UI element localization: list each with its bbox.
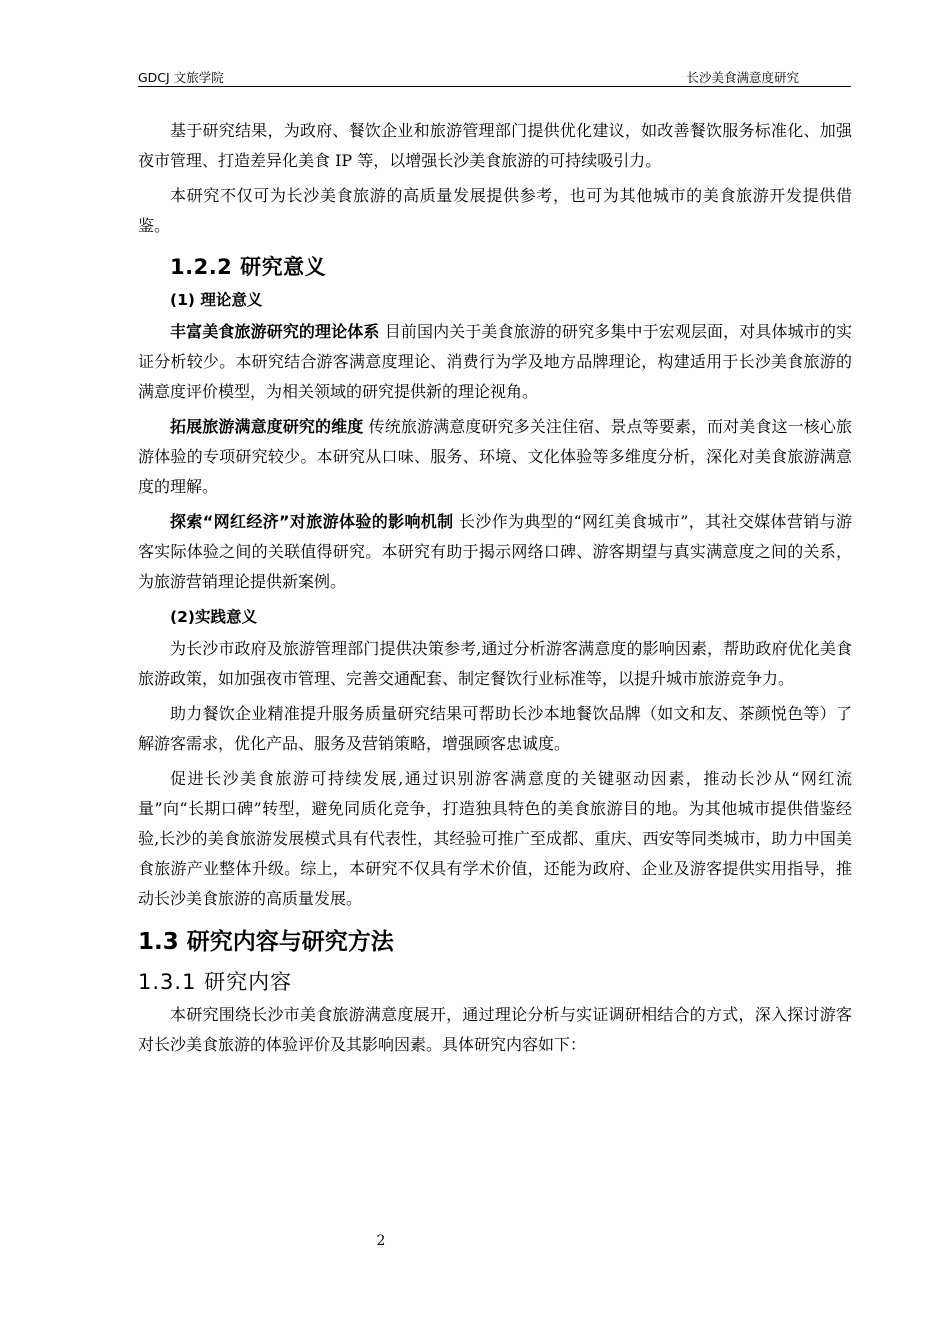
paragraph: 助力餐饮企业精准提升服务质量研究结果可帮助长沙本地餐饮品牌（如文和友、茶颜悦色等）了解游客需求，优化产品、服务及营销策略，增强顾客忠诚度。	[138, 704, 852, 753]
section-heading-1-3-1: 1.3.1 研究内容	[138, 970, 293, 994]
paragraph: 本研究围绕长沙市美食旅游满意度展开，通过理论分析与实证调研相结合的方式，深入探讨游客对长沙美食旅游的体验评价及其影响因素。具体研究内容如下：	[138, 1005, 852, 1054]
paragraph: 本研究不仅可为长沙美食旅游的高质量发展提供参考，也可为其他城市的美食旅游开发提供借鉴。	[138, 186, 852, 235]
lead-text: 拓展旅游满意度研究的维度	[170, 417, 364, 436]
body-text: 长沙作为典型的“网红美食城市”，其社交媒体营销与游客实际体验之间的关联值得研究。本研究有助于揭示网络口碑、游客期望与真实满意度之间的关系，为旅游营销理论提供新案例。	[138, 512, 852, 591]
paragraph: 基于研究结果，为政府、餐饮企业和旅游管理部门提供优化建议，如改善餐饮服务标准化、加强夜市管理、打造差异化美食 IP 等，以增强长沙美食旅游的可持续吸引力。	[138, 121, 852, 170]
lead-text: 丰富美食旅游研究的理论体系	[170, 322, 380, 341]
body-text: 目前国内关于美食旅游的研究多集中于宏观层面，对具体城市的实证分析较少。本研究结合游客满意度理论、消费行为学及地方品牌理论，构建适用于长沙美食旅游的满意度评价模型，为相关领域的研究提供新的理论视角。	[138, 322, 852, 401]
paragraph	[138, 317, 852, 407]
page-number: 2	[376, 1233, 386, 1249]
page-header	[138, 66, 851, 87]
lead-text: 探索“网红经济”对旅游体验的影响机制	[170, 512, 454, 531]
header-right: 长沙美食满意度研究	[686, 70, 799, 85]
paragraph	[138, 507, 852, 597]
header-left: GDCJ 文旅学院	[138, 70, 224, 85]
body-text: 传统旅游满意度研究多关注住宿、景点等要素，而对美食这一核心旅游体验的专项研究较少。本研究从口味、服务、环境、文化体验等多维度分析，深化对美食旅游满意度的理解。	[138, 417, 852, 496]
section-heading-1-3: 1.3 研究内容与研究方法	[138, 929, 394, 955]
section-heading-1-2-2: 1.2.2 研究意义	[170, 255, 327, 279]
page-content	[138, 116, 852, 1065]
paragraph: 为长沙市政府及旅游管理部门提供决策参考,通过分析游客满意度的影响因素，帮助政府优化美食旅游政策，如加强夜市管理、完善交通配套、制定餐饮行业标准等，以提升城市旅游竞争力。	[138, 639, 852, 688]
paragraph	[138, 412, 852, 502]
subheading-practice: (2)实践意义	[170, 608, 257, 626]
subheading-theory: (1) 理论意义	[170, 291, 263, 309]
paragraph: 促进长沙美食旅游可持续发展,通过识别游客满意度的关键驱动因素，推动长沙从“网红流量”向“长期口碑”转型，避免同质化竞争，打造独具特色的美食旅游目的地。为其他城市提供借鉴经验,长沙的美食旅游发展模式具有代表性，其经验可推广至成都、重庆、西安等同类城市，助力中国美食旅游产业整体升级。综上，本研究不仅具有学术价值，还能为政府、企业及游客提供实用指导，推动长沙美食旅游的高质量发展。	[138, 769, 852, 908]
